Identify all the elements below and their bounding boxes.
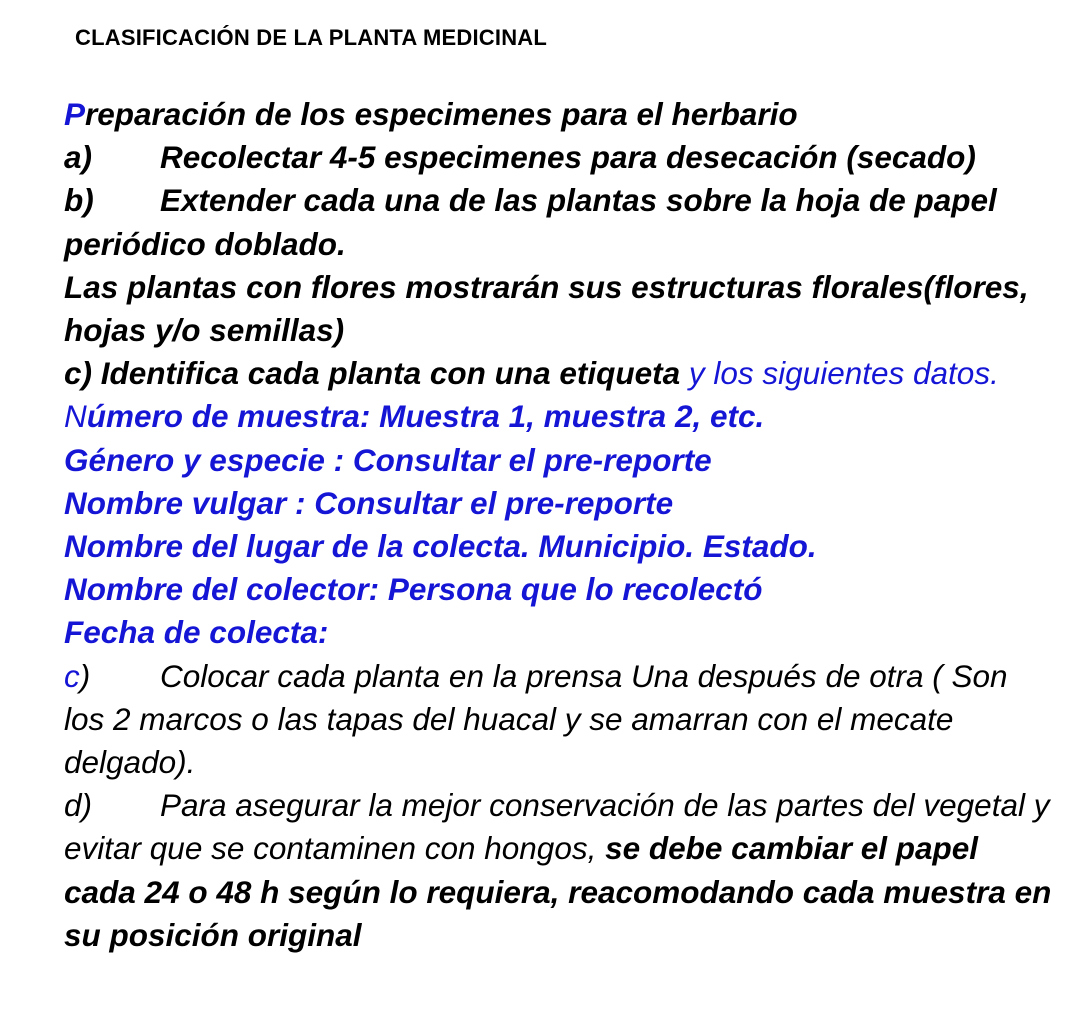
field-genero: Género y especie : Consultar el pre-reporte [64, 441, 712, 478]
field-colector: Nombre del colector: Persona que lo recolectó [64, 571, 763, 608]
document-body [64, 93, 1054, 957]
field-nombre-vulgar: Nombre vulgar : Consultar el pre-reporte [64, 484, 674, 521]
title-rest: reparación de los especimenes para el herbario [85, 96, 798, 132]
step-a-marker: a) [64, 139, 93, 176]
step-c-press-marker-letter: c [64, 657, 80, 694]
step-d-marker: d) [64, 787, 93, 824]
step-c-press-marker-paren: ) [79, 657, 91, 694]
step-c-identify [64, 352, 1054, 395]
field-lugar: Nombre del lugar de la colecta. Municipio. Estado. [64, 528, 817, 565]
step-a [64, 136, 1054, 179]
field-numero-first-letter: N [64, 398, 87, 435]
step-d-bold: se debe cambiar el papel cada 24 o 48 h según lo requiera, reacomodando cada muestra en su posición original [64, 830, 1052, 953]
field-fecha: Fecha de colecta: [64, 614, 329, 651]
field-numero-text: úmero de muestra: Muestra 1, muestra 2, etc. [86, 398, 765, 435]
document-header: CLASIFICACIÓN DE LA PLANTA MEDICINAL [75, 25, 548, 50]
step-d-text: Para asegurar la mejor conservación de las partes del vegetal y evitar que se contaminen con hongos, [64, 787, 1050, 867]
step-c-identify-rest: y los siguientes datos. [680, 355, 999, 392]
section-title [64, 93, 1054, 136]
title-first-letter: P [64, 96, 86, 132]
step-c-press [64, 655, 1054, 785]
step-b [64, 179, 1054, 265]
field-numero [64, 395, 1054, 438]
step-c-press-text: Colocar cada planta en la prensa Una después de otra ( Son los 2 marcos o las tapas del huacal y se amarran con el mecate delgado). [64, 657, 1008, 781]
step-c-press-marker [64, 655, 160, 698]
step-b-text: Extender cada una de las plantas sobre la hoja de papel periódico doblado. [64, 182, 997, 262]
step-d [64, 784, 1054, 957]
step-c-identify-bold: c) Identifica cada planta con una etiqueta [64, 355, 681, 392]
flowers-note: Las plantas con flores mostrarán sus estructuras florales(flores, hojas y/o semillas) [64, 268, 1029, 349]
step-b-marker: b) [64, 182, 94, 219]
step-a-text: Recolectar 4-5 especimenes para desecación (secado) [160, 139, 976, 176]
